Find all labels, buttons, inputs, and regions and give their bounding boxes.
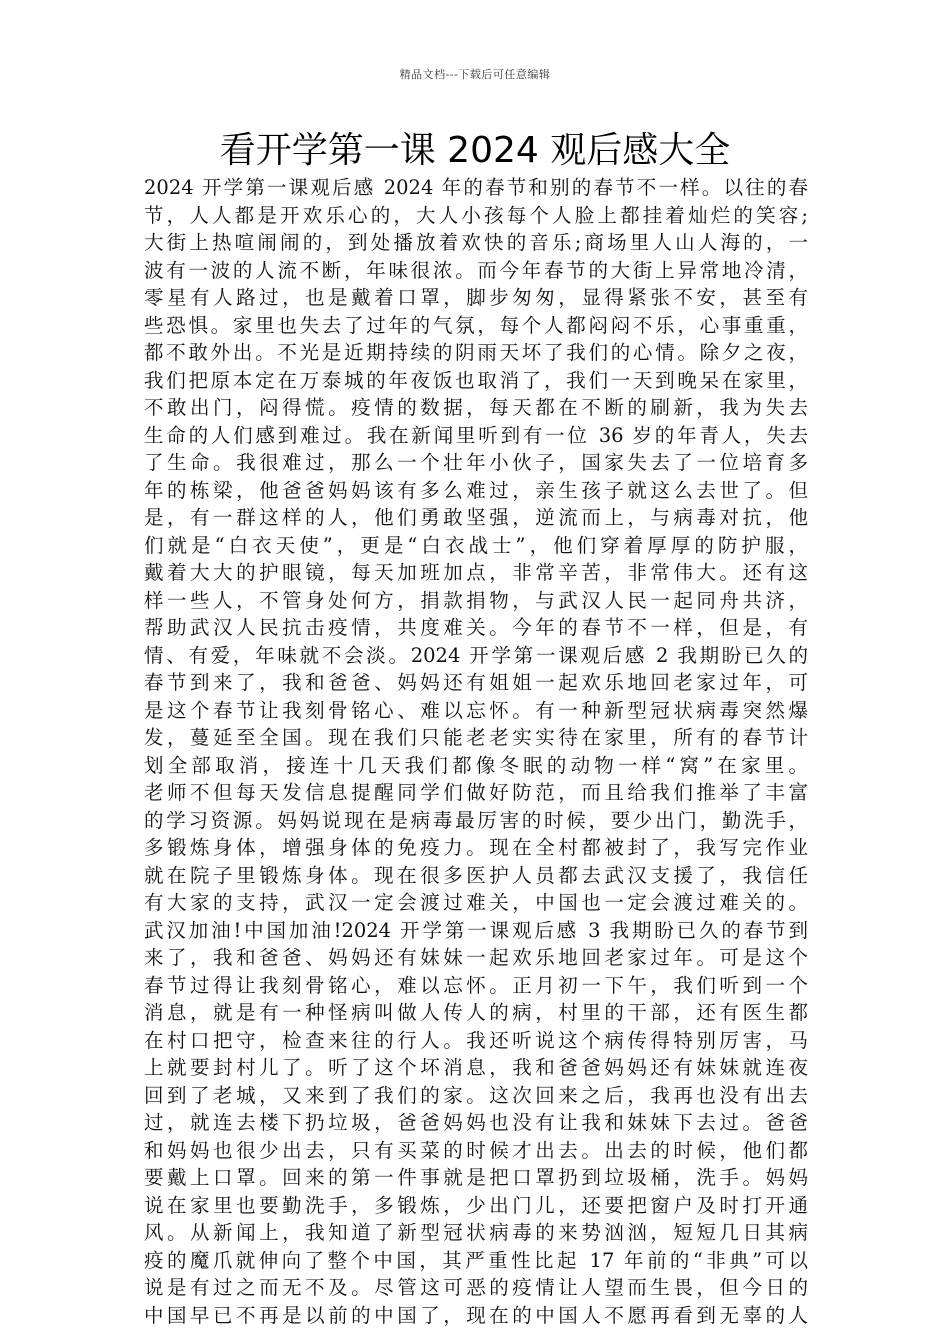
body-line: 风。从新闻上，我知道了新型冠状病毒的来势汹汹，短短几日其病	[144, 1221, 808, 1244]
body-line: 说是有过之而无不及。尽管这可恶的疫情让人望而生畏，但今日的	[144, 1276, 808, 1299]
body-line: 年的栋梁，他爸爸妈妈该有多么难过，亲生孩子就这么去世了。但	[144, 478, 808, 502]
body-line: 就在院子里锻炼身体。现在很多医护人员都去武汉支援了，我信任	[144, 863, 808, 887]
body-line: 有大家的支持，武汉一定会渡过难关，中国也一定会渡过难关的。	[144, 891, 808, 914]
body-line: 春节过得让我刻骨铭心，难以忘怀。正月初一下午，我们听到一个	[144, 973, 808, 997]
body-line: 过，就连去楼下扔垃圾，爸爸妈妈也没有让我和妹妹下去过。爸爸	[144, 1111, 808, 1134]
body-line: 波有一波的人流不断，年味很浓。而今年春节的大街上异常地冷清，	[144, 258, 808, 282]
body-line: 是这个春节让我刻骨铭心、难以忘怀。有一种新型冠状病毒突然爆	[144, 698, 808, 722]
body-line: 疫的魔爪就伸向了整个中国，其严重性比起 17 年前的“非典”可以	[144, 1248, 808, 1272]
body-line: 说在家里也要勤洗手，多锻炼，少出门儿，还要把窗户及时打开通	[144, 1193, 808, 1217]
body-line: 帮助武汉人民抗击疫情，共度难关。今年的春节不一样，但是，有	[144, 616, 808, 639]
body-line: 节，人人都是开欢乐心的，大人小孩每个人脸上都挂着灿烂的笑容;	[144, 203, 808, 227]
body-line: 生命的人们感到难过。我在新闻里听到有一位 36 岁的年青人，失去	[144, 423, 808, 447]
body-line: 都不敢外出。不光是近期持续的阴雨天坏了我们的心情。除夕之夜，	[144, 341, 808, 364]
body-line: 回到了老城，又来到了我们的家。这次回来之后，我再也没有出去	[144, 1083, 808, 1107]
body-line: 大街上热喧闹闹的，到处播放着欢快的音乐;商场里人山人海的，一	[144, 231, 808, 254]
body-line: 来了，我和爸爸、妈妈还有妹妹一起欢乐地回老家过年。可是这个	[144, 946, 808, 969]
body-line: 划全部取消，接连十几天我们都像冬眠的动物一样“窝”在家里。	[144, 753, 808, 777]
body-line: 2024 开学第一课观后感 2024 年的春节和别的春节不一样。以往的春	[144, 176, 808, 199]
body-line: 老师不但每天发信息提醒同学们做好防范，而且给我们推举了丰富	[144, 781, 808, 804]
body-line: 上就要封村儿了。听了这个坏消息，我和爸爸妈妈还有妹妹就连夜	[144, 1056, 808, 1079]
body-line: 的学习资源。妈妈说现在是病毒最厉害的时候，要少出门，勤洗手，	[144, 808, 808, 832]
body-line: 中国早已不再是以前的中国了，现在的中国人不愿再看到无辜的人	[144, 1303, 808, 1327]
body-line: 不敢出门，闷得慌。疫情的数据，每天都在不断的刷新，我为失去	[144, 396, 808, 419]
body-line: 消息，就是有一种怪病叫做人传人的病，村里的干部，还有医生都	[144, 1001, 808, 1024]
body-line: 武汉加油!中国加油!2024 开学第一课观后感 3 我期盼已久的春节到	[144, 918, 808, 942]
body-line: 了生命。我很难过，那么一个壮年小伙子，国家失去了一位培育多	[144, 451, 808, 474]
body-line: 戴着大大的护眼镜，每天加班加点，非常辛苦，非常伟大。还有这	[144, 561, 808, 584]
body-line: 样一些人，不管身处何方，捐款捐物，与武汉人民一起同舟共济，	[144, 588, 808, 612]
document-body	[144, 174, 808, 1329]
document-title: 看开学第一课 2024 观后感大全	[219, 130, 731, 171]
body-line: 们就是“白衣天使”，更是“白衣战士”，他们穿着厚厚的防护服，	[144, 533, 808, 557]
body-line: 是，有一群这样的人，他们勇敢坚强，逆流而上，与病毒对抗，他	[144, 506, 808, 529]
body-line: 情、有爱，年味就不会淡。2024 开学第一课观后感 2 我期盼已久的	[144, 643, 808, 667]
body-line: 些恐惧。家里也失去了过年的气氛，每个人都闷闷不乐，心事重重，	[144, 313, 808, 337]
header-note: 精品文档---下载后可任意编辑	[399, 68, 551, 81]
body-line: 发，蔓延至全国。现在我们只能老老实实待在家里，所有的春节计	[144, 726, 808, 749]
body-line: 我们把原本定在万泰城的年夜饭也取消了，我们一天到晚呆在家里，	[144, 368, 808, 392]
body-line: 春节到来了，我和爸爸、妈妈还有姐姐一起欢乐地回老家过年，可	[144, 671, 808, 694]
body-line: 要戴上口罩。回来的第一件事就是把口罩扔到垃圾桶，洗手。妈妈	[144, 1166, 808, 1189]
body-line: 零星有人路过，也是戴着口罩，脚步匆匆，显得紧张不安，甚至有	[144, 286, 808, 309]
body-line: 多锻炼身体，增强身体的免疫力。现在全村都被封了，我写完作业	[144, 836, 808, 859]
body-line: 在村口把守，检查来往的行人。我还听说这个病传得特别厉害，马	[144, 1028, 808, 1052]
body-line: 和妈妈也很少出去，只有买菜的时候才出去。出去的时候，他们都	[144, 1138, 808, 1162]
